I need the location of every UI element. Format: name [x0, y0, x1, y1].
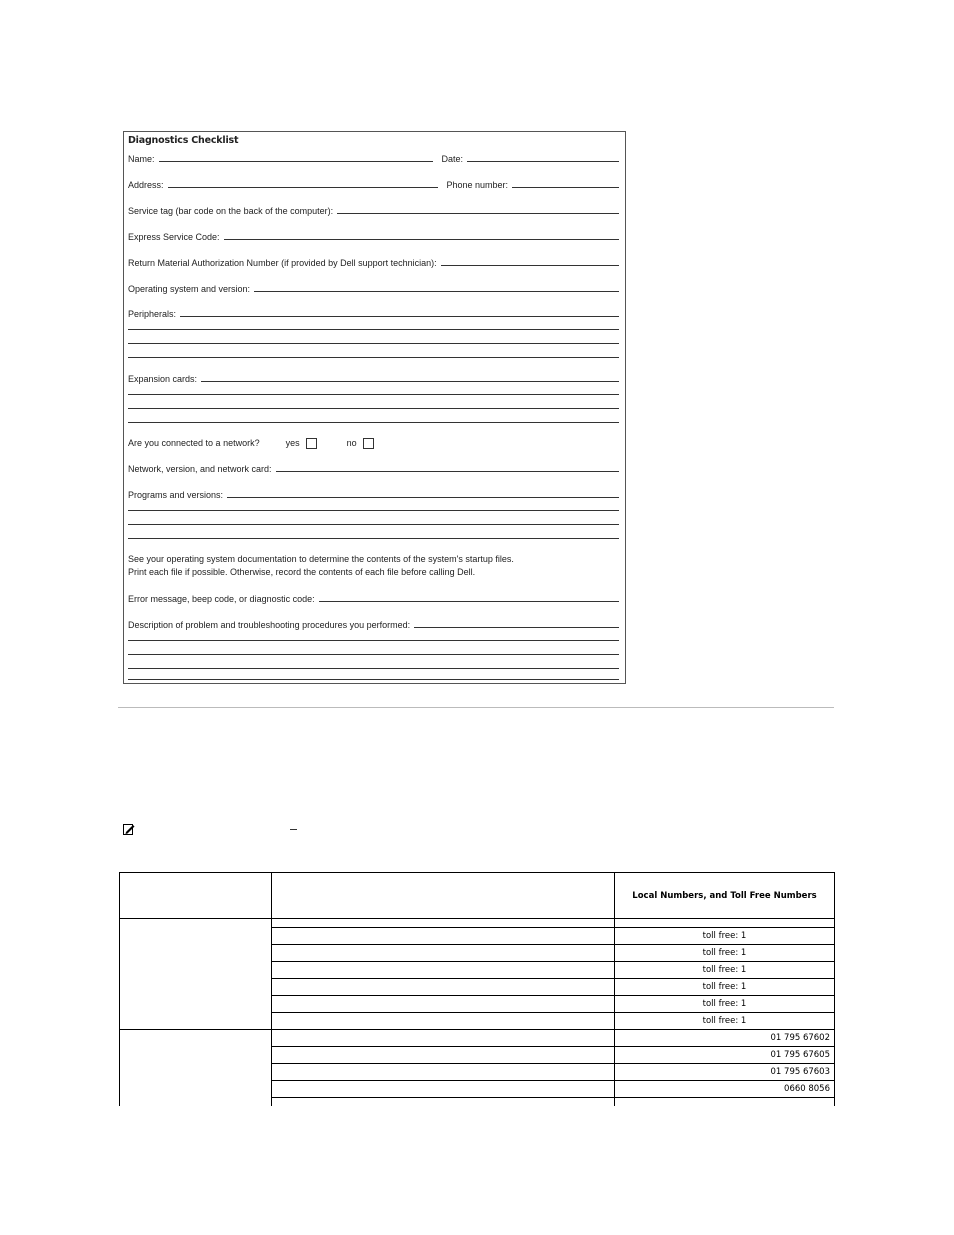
section-divider	[118, 707, 834, 708]
error-row	[128, 592, 619, 604]
startup-note-1: See your operating system documentation to determine the contents of the system's startup files.	[128, 554, 514, 564]
phone-number-cell: 01 795 67603	[615, 1064, 835, 1081]
peripherals-line[interactable]	[128, 343, 619, 344]
note-underline	[290, 829, 297, 830]
network-row	[128, 435, 619, 451]
phone-number-cell: 0660 8056	[615, 1081, 835, 1098]
express-code-field[interactable]	[224, 238, 619, 240]
no-label: no	[346, 438, 357, 448]
programs-line[interactable]	[128, 510, 619, 511]
problem-line[interactable]	[128, 679, 619, 680]
table-row	[120, 919, 835, 928]
yes-checkbox[interactable]	[306, 438, 317, 449]
note-pencil-icon	[123, 823, 135, 835]
toll-free-cell: toll free: 1	[615, 1013, 835, 1030]
problem-line[interactable]	[128, 668, 619, 669]
error-field[interactable]	[319, 600, 619, 602]
phone-number-cell: 01 795 67605	[615, 1047, 835, 1064]
address-label: Address:	[128, 180, 164, 190]
table-cell	[272, 1047, 615, 1064]
table-cell	[272, 979, 615, 996]
programs-line[interactable]	[128, 524, 619, 525]
checklist-title: Diagnostics Checklist	[128, 135, 239, 146]
contact-numbers-table	[119, 872, 835, 1106]
phone-number-cell	[615, 1098, 835, 1107]
problem-line[interactable]	[128, 654, 619, 655]
table-cell	[272, 1030, 615, 1047]
peripherals-line[interactable]	[128, 357, 619, 358]
os-field[interactable]	[254, 290, 619, 292]
programs-row	[128, 488, 619, 500]
toll-free-cell: toll free: 1	[615, 979, 835, 996]
os-label: Operating system and version:	[128, 284, 251, 294]
os-row	[128, 282, 619, 294]
toll-free-cell: toll free: 1	[615, 945, 835, 962]
express-code-label: Express Service Code:	[128, 232, 220, 242]
service-tag-field[interactable]	[337, 212, 619, 214]
diagnostics-checklist-form	[123, 131, 626, 684]
header-cell	[120, 873, 272, 919]
table-cell	[272, 1064, 615, 1081]
network-question: Are you connected to a network?	[128, 438, 260, 448]
name-label: Name:	[128, 154, 155, 164]
table-header-row	[120, 873, 835, 919]
phone-field[interactable]	[512, 186, 619, 188]
table-cell	[272, 1013, 615, 1030]
table-cell	[272, 919, 615, 928]
peripherals-field[interactable]	[180, 315, 619, 317]
no-checkbox[interactable]	[363, 438, 374, 449]
problem-label: Description of problem and troubleshooting procedures you performed:	[128, 620, 411, 630]
table-cell	[272, 945, 615, 962]
toll-free-cell: toll free: 1	[615, 996, 835, 1013]
rma-row	[128, 256, 619, 268]
phone-number-cell: 01 795 67602	[615, 1030, 835, 1047]
expansion-line[interactable]	[128, 408, 619, 409]
startup-note-2: Print each file if possible. Otherwise, record the contents of each file before calling Dell.	[128, 567, 476, 577]
network-card-row	[128, 462, 619, 474]
programs-field[interactable]	[227, 496, 619, 498]
programs-line[interactable]	[128, 538, 619, 539]
problem-line[interactable]	[128, 640, 619, 641]
table-cell	[272, 1098, 615, 1107]
peripherals-label: Peripherals:	[128, 309, 177, 319]
table-cell	[272, 996, 615, 1013]
no-option	[347, 438, 374, 449]
date-field[interactable]	[467, 160, 619, 162]
date-label: Date:	[441, 154, 463, 164]
table-row	[120, 1030, 835, 1047]
group-cell	[120, 919, 272, 1030]
name-field[interactable]	[159, 160, 434, 162]
phone-label: Phone number:	[446, 180, 508, 190]
problem-row	[128, 618, 619, 630]
expansion-field[interactable]	[201, 380, 619, 382]
table-cell	[615, 919, 835, 928]
expansion-line[interactable]	[128, 422, 619, 423]
header-numbers: Local Numbers, and Toll Free Numbers	[615, 873, 835, 919]
yes-option	[286, 438, 317, 449]
service-tag-row	[128, 204, 619, 216]
programs-label: Programs and versions:	[128, 490, 224, 500]
yes-label: yes	[285, 438, 300, 448]
expansion-line[interactable]	[128, 394, 619, 395]
name-date-row	[128, 152, 619, 164]
peripherals-row	[128, 307, 619, 319]
network-card-field[interactable]	[276, 470, 619, 472]
table-cell	[272, 962, 615, 979]
expansion-label: Expansion cards:	[128, 374, 198, 384]
express-code-row	[128, 230, 619, 242]
network-card-label: Network, version, and network card:	[128, 464, 272, 474]
toll-free-cell: toll free: 1	[615, 928, 835, 945]
service-tag-label: Service tag (bar code on the back of the computer):	[128, 206, 334, 216]
expansion-row	[128, 372, 619, 384]
address-field[interactable]	[168, 186, 439, 188]
toll-free-cell: toll free: 1	[615, 962, 835, 979]
rma-field[interactable]	[441, 264, 619, 266]
rma-label: Return Material Authorization Number (if provided by Dell support technician):	[128, 258, 437, 268]
error-label: Error message, beep code, or diagnostic code:	[128, 594, 315, 604]
table-cell	[272, 1081, 615, 1098]
address-phone-row	[128, 178, 619, 190]
group-cell	[120, 1030, 272, 1107]
table-cell	[272, 928, 615, 945]
problem-field[interactable]	[414, 626, 619, 628]
peripherals-line[interactable]	[128, 329, 619, 330]
header-cell	[272, 873, 615, 919]
